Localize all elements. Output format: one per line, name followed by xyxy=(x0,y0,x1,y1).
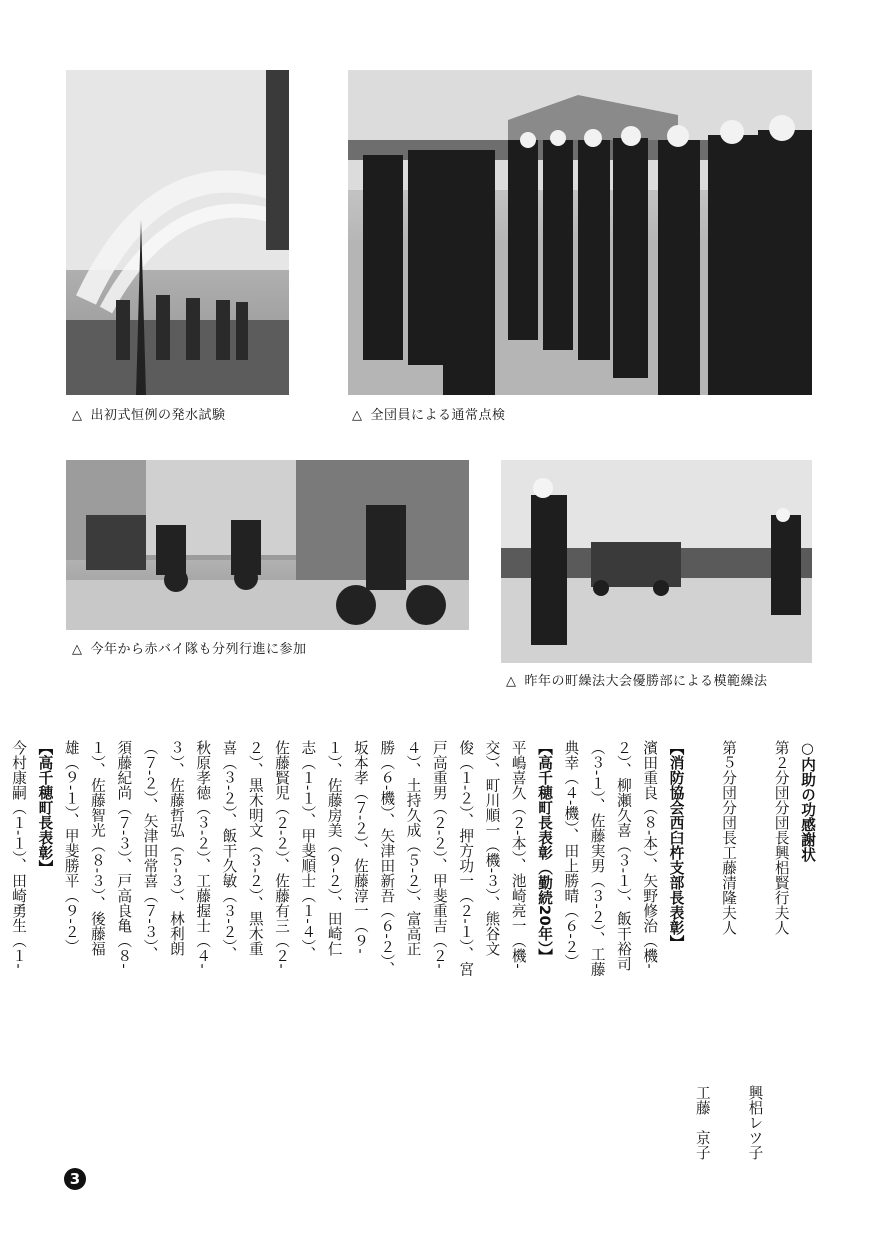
photo-model-drill xyxy=(501,460,812,663)
section-heading: 【消防協会西臼杵支部長表彰】 xyxy=(667,740,685,950)
photo-motorcycle-parade xyxy=(66,460,469,630)
photo-inspection-image xyxy=(348,70,812,395)
award-line: ２）、柳瀬久喜（３-１）、飯干裕司 xyxy=(614,740,632,972)
award-line: 興梠レツ子 xyxy=(746,1085,764,1160)
photo-water-discharge xyxy=(66,70,289,395)
award-line: 濱田重良（８-本）、矢野修治（機- xyxy=(641,740,659,970)
award-list xyxy=(10,740,820,1160)
award-line: 工藤 京子 xyxy=(693,1085,711,1160)
award-line: 俊（１-２）、押方功一（２-１）、宮 xyxy=(457,740,475,977)
award-line: （７-２）、矢津田常喜（７-３）、 xyxy=(141,740,159,962)
triangle-icon: △ xyxy=(352,408,363,423)
photo-model-drill-image xyxy=(501,460,812,663)
caption-text: 全団員による通常点検 xyxy=(370,408,506,423)
section-heading: ○内助の功感謝状 xyxy=(799,740,816,863)
photo-water-discharge-image xyxy=(66,70,289,395)
caption-text: 昨年の町繰法大会優勝部による模範繰法 xyxy=(524,674,768,689)
award-line: ３）、佐藤哲弘（５-３）、林利朗 xyxy=(167,740,185,957)
photo-motorcycle-parade-image xyxy=(66,460,469,630)
page-number: 3 xyxy=(64,1168,86,1190)
award-line: 今村康嗣（１-１）、田崎勇生（１- xyxy=(10,740,28,970)
award-line: 交）、町川順一（機-３）、熊谷文 xyxy=(483,740,501,957)
award-line: 志（１-１）、甲斐順士（１-４）、 xyxy=(299,740,317,962)
caption-text: 今年から赤バイ隊も分列行進に参加 xyxy=(90,642,307,657)
caption-model-drill xyxy=(506,670,768,689)
award-line: 典幸（４-機）、田上勝晴（６-２） xyxy=(562,740,580,970)
award-line: ４）、土持久成（５-２）、富高正 xyxy=(404,740,422,957)
triangle-icon: △ xyxy=(506,674,517,689)
triangle-icon: △ xyxy=(72,408,83,423)
photo-inspection xyxy=(348,70,812,395)
award-line: 秋原孝徳（３-２）、工藤握士（４- xyxy=(194,740,212,970)
caption-text: 出初式恒例の発水試験 xyxy=(90,408,226,423)
award-line: 佐藤賢児（２-２）、佐藤有三（２- xyxy=(273,740,291,970)
award-line: 戸高重男（２-２）、甲斐重吉（２- xyxy=(430,740,448,970)
award-line: 喜（３-２）、飯干久敏（３-２）、 xyxy=(220,740,238,962)
award-line: 勝（６-機）、矢津田新吾（６-２）、 xyxy=(378,740,396,977)
caption-water-discharge xyxy=(72,404,226,423)
award-line: 第５分団分団長工藤清隆夫人 xyxy=(720,740,738,935)
award-line: １）、佐藤房美（９-２）、田崎仁 xyxy=(325,740,343,957)
award-line: （３-１）、佐藤実男（３-２）、工藤 xyxy=(588,740,606,977)
award-line: 須藤紀尚（７-３）、戸高良亀（８- xyxy=(115,740,133,970)
section-heading: 【高千穂町長表彰（勤続20年）】 xyxy=(536,740,554,964)
award-line: 平嶋喜久（２-本）、池崎亮一（機- xyxy=(509,740,527,970)
award-line: 坂本孝（７-２）、佐藤淳一（９- xyxy=(351,740,369,955)
caption-motorcycle-parade xyxy=(72,638,307,657)
section-heading: 【高千穂町長表彰】 xyxy=(36,740,54,875)
triangle-icon: △ xyxy=(72,642,83,657)
award-line: ２）、黒木明文（３-２）、黒木重 xyxy=(246,740,264,957)
award-line: 第２分団分団長興梠賢行夫人 xyxy=(772,740,790,935)
award-line: １）、佐藤智光（８-３）、後藤福 xyxy=(88,740,106,957)
caption-inspection xyxy=(352,404,506,423)
award-line xyxy=(0,740,5,1160)
award-line: 雄（９-１）、甲斐勝平（９-２） xyxy=(62,740,80,955)
